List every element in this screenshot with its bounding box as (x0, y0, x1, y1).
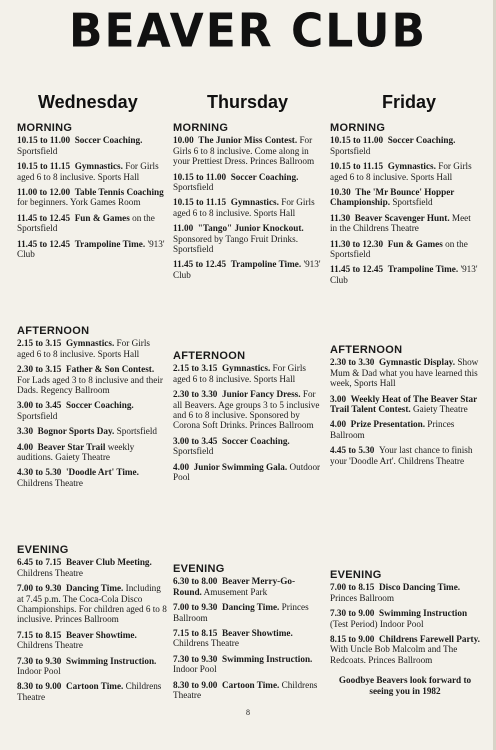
entry-time: 4.00 (173, 461, 190, 472)
entry-details: Childrens Theatre (17, 567, 83, 578)
schedule-entry (330, 394, 480, 415)
entry-details: Indoor Pool (17, 666, 61, 677)
schedule-entry (330, 357, 480, 388)
entry-details: Outdoor Pool (173, 461, 321, 483)
schedule-entry (173, 602, 323, 623)
section-heading: EVENING (330, 569, 382, 581)
entry-time: 7.15 to 8.15 (173, 628, 218, 639)
section-heading: MORNING (17, 122, 73, 134)
entry-time: 3.00 to 3.45 (17, 400, 62, 411)
thursday-afternoon (173, 351, 323, 487)
entry-time: 8.15 to 9.00 (330, 634, 375, 645)
entry-title: Swimming Instruction. (222, 653, 313, 664)
section-heading: EVENING (17, 544, 69, 556)
schedule-entry (330, 161, 480, 182)
schedule-entry (173, 680, 323, 701)
section-heading: AFTERNOON (330, 344, 403, 356)
entry-details: Meet in the Childrens Theatre (330, 212, 471, 234)
schedule-entry (17, 239, 167, 260)
schedule-entry (17, 364, 167, 395)
entry-title: Bognor Sports Day. (37, 426, 115, 437)
friday-morning (330, 123, 480, 290)
entry-details: Show Mum & Dad what you have learned this week, Sports Hall (330, 357, 479, 389)
entry-details: Sportsfield (392, 197, 433, 208)
entry-title: Beaver Scavenger Hunt. (354, 212, 450, 223)
entry-title: Junior Swimming Gala. (193, 461, 288, 472)
schedule-entry (330, 187, 480, 208)
schedule-entry (17, 656, 167, 677)
schedule-entry (173, 259, 323, 280)
entry-details: Princes Ballroom (330, 419, 455, 440)
entry-title: Prize Presentation. (350, 419, 425, 430)
schedule-entry (330, 634, 480, 665)
entry-details: For Girls aged 6 to 8 inclusive. Sports Hall (17, 338, 150, 359)
entry-title: Childrens Farewell Party. (379, 634, 480, 645)
schedule-entry (330, 264, 480, 285)
entry-time: 3.30 (17, 426, 34, 437)
entry-title: The Junior Miss Contest. (198, 135, 298, 146)
schedule-entry (173, 462, 323, 483)
schedule-entry (173, 135, 323, 166)
entry-details: on the Sportsfield (330, 238, 468, 260)
entry-details: Including at 7.45 p.m. The Coca-Cola Disco Championships. For children aged 6 to 8 inclusive. Princes Ballroom (17, 583, 167, 625)
entry-title: Dancing Time. (222, 602, 280, 613)
schedule-entry (173, 223, 323, 254)
schedule-entry (173, 654, 323, 675)
entry-title: Table Tennis Coaching (74, 187, 164, 198)
entry-title: Trampoline Time. (230, 259, 302, 270)
entry-time: 3.00 to 3.45 (173, 435, 218, 446)
entry-details: Childrens Theatre (17, 681, 162, 702)
entry-details: Sportsfield (116, 426, 157, 437)
entry-time: 11.00 to 12.00 (17, 187, 71, 198)
section-heading: MORNING (330, 122, 386, 134)
entry-time: 2.30 to 3.30 (330, 357, 375, 368)
schedule-entry (330, 582, 480, 603)
entry-time: 8.30 to 9.00 (173, 679, 218, 690)
farewell-message: Goodbye Beavers look forward to seeing you in 1982 (338, 675, 472, 696)
schedule-entry (17, 557, 167, 578)
entry-details: Childrens Theatre (173, 638, 239, 649)
section-heading: EVENING (173, 563, 225, 575)
entry-time: 4.45 to 5.30 (330, 445, 375, 456)
schedule-entry (330, 213, 480, 234)
entry-title: Beaver Showtime. (66, 629, 137, 640)
schedule-entry (17, 467, 167, 488)
section-heading: AFTERNOON (17, 325, 90, 337)
day-heading-friday: Friday (382, 92, 437, 112)
entry-title: Fun & Games (74, 212, 130, 223)
schedule-entry (330, 135, 480, 156)
entry-details: Princes Ballroom (173, 602, 309, 623)
entry-title: Junior Fancy Dress. (222, 389, 301, 400)
entry-title: Beaver Showtime. (222, 628, 293, 639)
entry-title: Father & Son Contest. (66, 364, 155, 375)
entry-details: For Girls aged 6 to 8 inclusive. Sports Hall (173, 363, 306, 384)
entry-time: 2.15 to 3.15 (17, 338, 62, 349)
schedule-entry (17, 681, 167, 702)
schedule-entry (17, 338, 167, 359)
entry-details: Sportsfield (17, 145, 58, 156)
entry-details: Childrens Theatre (17, 640, 83, 651)
entry-time: 7.00 to 8.15 (330, 582, 375, 593)
day-heading-wednesday: Wednesday (38, 92, 138, 112)
friday-evening (330, 570, 480, 696)
entry-title: 'Doodle Art' Time. (66, 467, 139, 478)
entry-details: Sponsored by Tango Fruit Drinks. Sportsfield (173, 233, 299, 255)
entry-time: 10.30 (330, 187, 351, 198)
entry-time: 2.30 to 3.30 (173, 389, 218, 400)
schedule-entry (173, 436, 323, 457)
entry-title: Gymnastics. (66, 338, 115, 349)
entry-title: Disco Dancing Time. (379, 582, 461, 593)
section-heading: AFTERNOON (173, 350, 246, 362)
entry-details: for beginners. York Games Room (17, 197, 141, 208)
entry-time: 11.45 to 12.45 (17, 212, 71, 223)
entry-time: 4.30 to 5.30 (17, 467, 62, 478)
entry-time: 7.00 to 9.30 (173, 602, 218, 613)
entry-time: 6.30 to 8.00 (173, 576, 218, 587)
schedule-entry (17, 426, 167, 436)
entry-title: Gymnastics. (387, 161, 436, 172)
entry-time: 7.30 to 9.00 (330, 608, 375, 619)
entry-details: With Uncle Bob Malcolm and The Redcoats. Princes Ballroom (330, 644, 458, 665)
schedule-entry (173, 389, 323, 431)
wednesday-afternoon (17, 326, 167, 493)
entry-time: 10.15 to 11.15 (330, 161, 384, 172)
schedule-entry (17, 442, 167, 463)
thursday-evening (173, 564, 323, 705)
day-heading-thursday: Thursday (207, 92, 289, 112)
entry-time: 2.15 to 3.15 (173, 363, 218, 374)
entry-time: 3.00 (330, 393, 347, 404)
entry-time: 7.30 to 9.30 (17, 655, 62, 666)
entry-time: 11.00 (173, 223, 194, 234)
entry-time: 11.45 to 12.45 (17, 238, 71, 249)
schedule-entry (173, 628, 323, 649)
entry-details: Amusement Park (203, 586, 268, 597)
entry-time: 8.30 to 9.00 (17, 681, 62, 692)
entry-time: 7.00 to 9.30 (17, 583, 62, 594)
schedule-entry (330, 239, 480, 260)
entry-time: 6.45 to 7.15 (17, 557, 62, 568)
entry-details: Your last chance to finish your 'Doodle Art'. Childrens Theatre (330, 445, 473, 466)
entry-title: Gymnastics. (74, 161, 123, 172)
entry-time: 7.15 to 8.15 (17, 629, 62, 640)
entry-details: For Girls aged 6 to 8 inclusive. Sports Hall (17, 161, 159, 182)
entry-time: 11.30 to 12.30 (330, 238, 384, 249)
entry-details: Gaiety Theatre (413, 404, 468, 415)
entry-time: 10.15 to 11.00 (173, 171, 227, 182)
entry-details: Princes Ballroom (330, 592, 395, 603)
entry-title: Swimming Instruction. (66, 655, 157, 666)
entry-time: 4.00 (330, 419, 347, 430)
entry-time: 2.30 to 3.15 (17, 364, 62, 375)
entry-details: '913' Club (17, 238, 165, 260)
entry-title: Beaver Star Trail (37, 441, 106, 452)
schedule-entry (330, 419, 480, 440)
schedule-entry (173, 172, 323, 193)
schedule-entry (17, 135, 167, 156)
schedule-entry (17, 187, 167, 208)
entry-details: on the Sportsfield (17, 212, 155, 234)
entry-title: Soccer Coaching. (74, 135, 143, 146)
entry-details: Indoor Pool (173, 664, 217, 675)
entry-title: Soccer Coaching. (387, 135, 456, 146)
schedule-entry (173, 197, 323, 218)
page-title: BEAVER CLUB (69, 4, 427, 59)
entry-details: Childrens Theatre (173, 679, 318, 701)
entry-details: For Girls aged 6 to 8 inclusive. Sports Hall (330, 161, 472, 182)
entry-details: For Girls aged 6 to 8 inclusive. Sports Hall (173, 197, 315, 218)
schedule-entry (173, 363, 323, 384)
entry-details: (Test Period) Indoor Pool (330, 618, 424, 629)
entry-title: Dancing Time. (66, 583, 124, 594)
friday-afternoon (330, 345, 480, 471)
thursday-morning (173, 123, 323, 285)
schedule-entry (17, 400, 167, 421)
section-heading: MORNING (173, 122, 229, 134)
entry-details: Sportsfield (330, 145, 371, 156)
entry-title: "Tango" Junior Knockout. (197, 223, 304, 234)
entry-details: Sportsfield (173, 446, 214, 457)
entry-time: 10.15 to 11.15 (173, 197, 227, 208)
page-number: 8 (246, 708, 250, 717)
entry-details: Sportsfield (173, 182, 214, 193)
entry-title: Soccer Coaching. (222, 435, 290, 446)
entry-title: Swimming Instruction (379, 608, 468, 619)
entry-time: 11.30 (330, 212, 351, 223)
schedule-entry (17, 630, 167, 651)
entry-time: 4.00 (17, 441, 34, 452)
entry-title: Trampoline Time. (74, 238, 146, 249)
schedule-entry (330, 608, 480, 629)
entry-details: Sportsfield (17, 410, 58, 421)
entry-title: Trampoline Time. (387, 264, 459, 275)
entry-time: 10.15 to 11.00 (17, 135, 71, 146)
entry-title: Beaver Club Meeting. (66, 557, 152, 568)
entry-title: Gymnastics. (222, 363, 271, 374)
entry-time: 11.45 to 12.45 (173, 259, 227, 270)
wednesday-evening (17, 545, 167, 707)
schedule-entry (17, 583, 167, 625)
entry-title: Cartoon Time. (66, 681, 124, 692)
schedule-entry (17, 161, 167, 182)
entry-time: 10.15 to 11.15 (17, 161, 71, 172)
entry-time: 10.15 to 11.00 (330, 135, 384, 146)
entry-title: Soccer Coaching. (230, 171, 299, 182)
entry-details: For all Beavers. Age groups 3 to 5 inclusive and 6 to 8 inclusive. Sponsored by Corona Soft Drinks. Princes Ballroom (173, 389, 320, 431)
entry-details: For Lads aged 3 to 8 inclusive and their Dads. Regency Ballroom (17, 374, 163, 396)
entry-details: Childrens Theatre (17, 477, 83, 488)
entry-time: 7.30 to 9.30 (173, 653, 218, 664)
entry-title: The 'Mr Bounce' Hopper Championship. (330, 187, 455, 208)
entry-details: For Girls 6 to 8 inclusive. Come along in your Prettiest Dress. Princes Ballroom (173, 135, 315, 167)
entry-title: Gymnastic Display. (379, 357, 456, 368)
entry-time: 11.45 to 12.45 (330, 264, 384, 275)
entry-title: Soccer Coaching. (66, 400, 134, 411)
entry-details: weekly auditions. Gaiety Theatre (17, 441, 135, 463)
schedule-entry (330, 445, 480, 466)
wednesday-morning (17, 123, 167, 264)
entry-details: '913' Club (330, 264, 478, 285)
entry-title: Gymnastics. (230, 197, 279, 208)
schedule-entry (173, 576, 323, 597)
schedule-entry (17, 213, 167, 234)
entry-time: 10.00 (173, 135, 194, 146)
entry-title: Fun & Games (387, 238, 443, 249)
entry-title: Weekly Heat of The Beaver Star Trail Talent Contest. (330, 393, 477, 415)
entry-details: '913' Club (173, 259, 321, 280)
entry-title: Cartoon Time. (222, 679, 280, 690)
entry-title: Beaver Merry-Go-Round. (173, 576, 296, 597)
